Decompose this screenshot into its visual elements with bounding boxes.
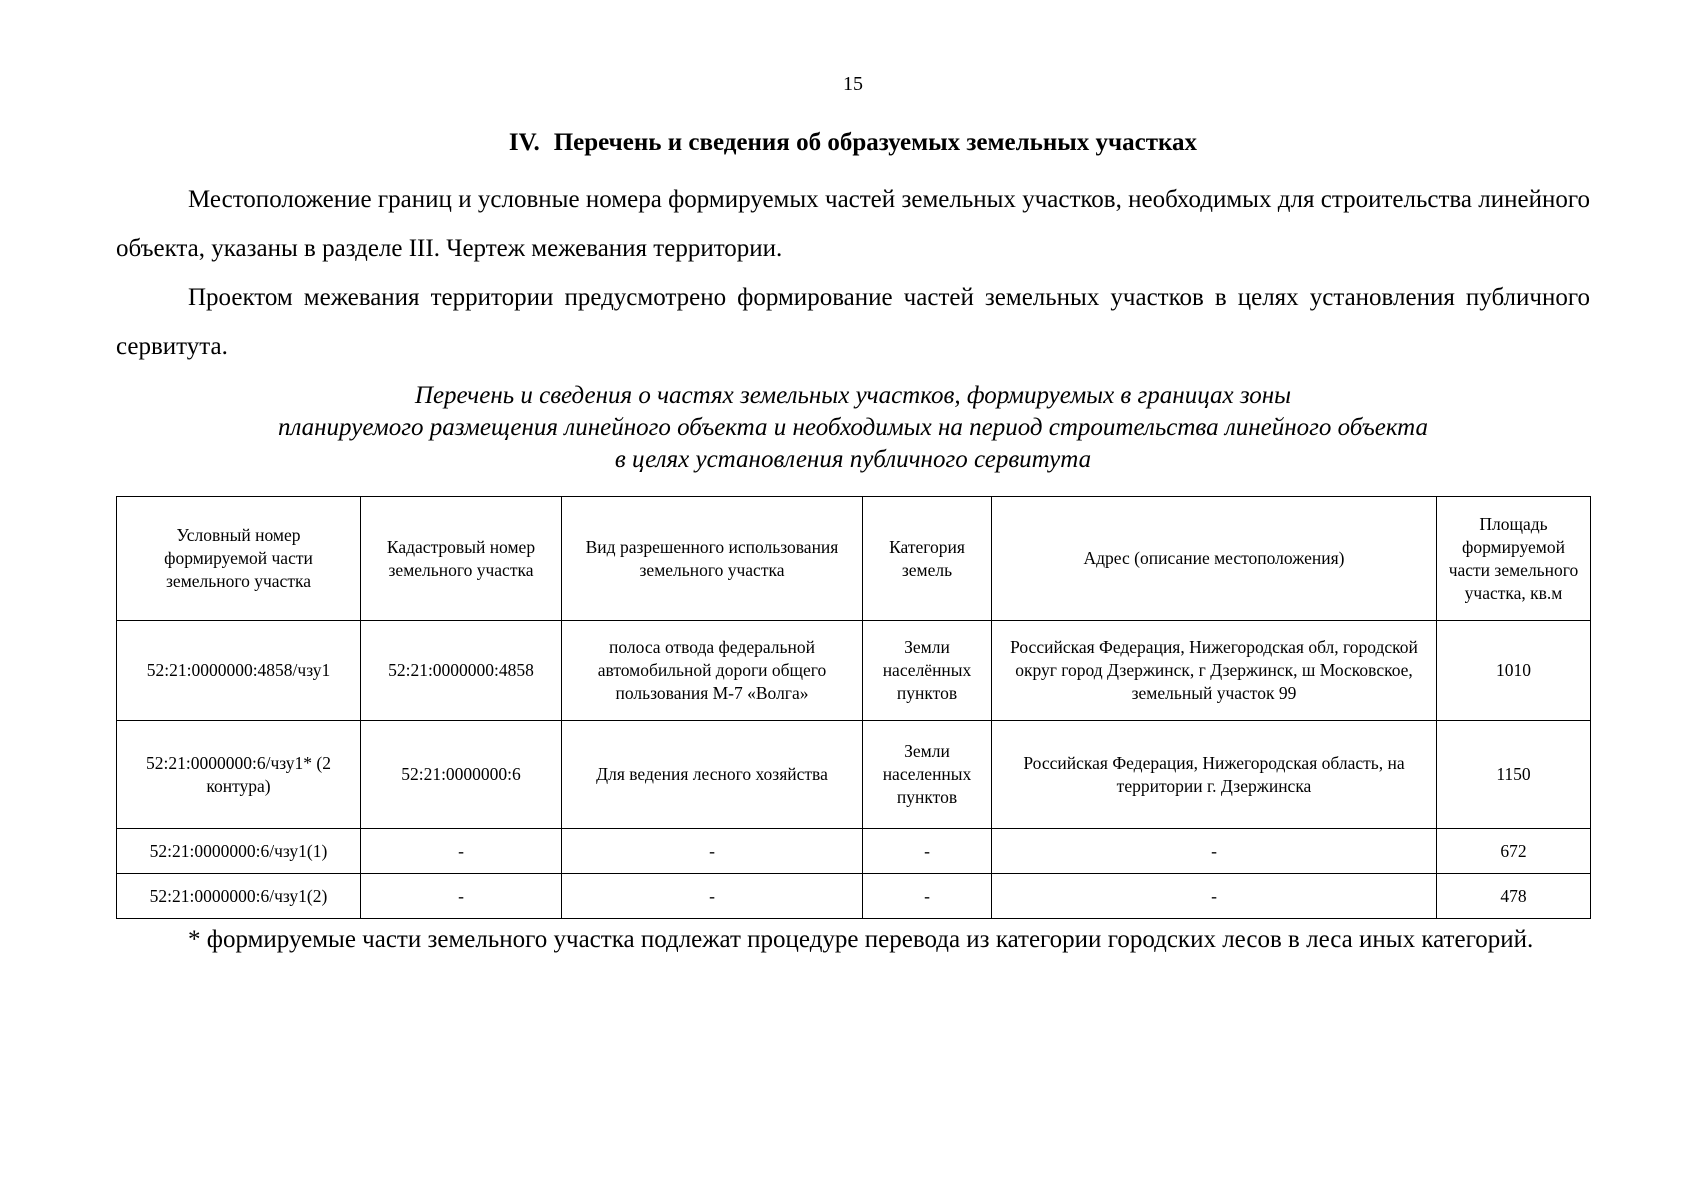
table-row: [117, 874, 1591, 919]
cell-conditional-number: 52:21:0000000:6/чзу1(2): [117, 874, 361, 919]
cell-conditional-number: 52:21:0000000:4858/чзу1: [117, 621, 361, 721]
cell-land-category: -: [863, 829, 992, 874]
cell-land-category: Земли населенных пунктов: [863, 721, 992, 829]
cell-area: 672: [1437, 829, 1591, 874]
header-conditional-number: Условный номер формируемой части земельного участка: [117, 497, 361, 621]
cell-land-category: -: [863, 874, 992, 919]
cell-cadastral-number: 52:21:0000000:4858: [361, 621, 562, 721]
table-caption-line: Перечень и сведения о частях земельных участков, формируемых в границах зоны: [414, 382, 1292, 409]
cell-conditional-number: 52:21:0000000:6/чзу1(1): [117, 829, 361, 874]
table-header-row: [117, 497, 1591, 621]
cell-cadastral-number: -: [361, 874, 562, 919]
section-title-text: Перечень и сведения об образуемых земельных участках: [553, 129, 1198, 156]
section-roman-numeral: IV.: [508, 129, 540, 156]
cell-address: -: [992, 874, 1437, 919]
cell-area: 1150: [1437, 721, 1591, 829]
cell-permitted-use: Для ведения лесного хозяйства: [562, 721, 863, 829]
parcels-table: [116, 496, 1591, 919]
header-address: Адрес (описание местоположения): [992, 497, 1437, 621]
cell-conditional-number: 52:21:0000000:6/чзу1* (2 контура): [117, 721, 361, 829]
table-row: [117, 829, 1591, 874]
cell-address: -: [992, 829, 1437, 874]
paragraph-servitude: Проектом межевания территории предусмотрено формирование частей земельных участков в целях установления публичного сервитута.: [116, 284, 1590, 360]
table-row: [117, 721, 1591, 829]
header-cadastral-number: Кадастровый номер земельного участка: [361, 497, 562, 621]
header-permitted-use: Вид разрешенного использования земельного участка: [562, 497, 863, 621]
table-row: [117, 621, 1591, 721]
cell-permitted-use: -: [562, 829, 863, 874]
cell-permitted-use: -: [562, 874, 863, 919]
cell-permitted-use: полоса отвода федеральной автомобильной дороги общего пользования М-7 «Волга»: [562, 621, 863, 721]
cell-cadastral-number: 52:21:0000000:6: [361, 721, 562, 829]
cell-cadastral-number: -: [361, 829, 562, 874]
section-title: [116, 127, 1590, 159]
cell-address: Российская Федерация, Нижегородская обл, городской округ город Дзержинск, г Дзержинск, ш Московское, земельный участок 99: [992, 621, 1437, 721]
cell-address: Российская Федерация, Нижегородская область, на территории г. Дзержинска: [992, 721, 1437, 829]
cell-area: 1010: [1437, 621, 1591, 721]
header-area: Площадь формируемой части земельного участка, кв.м: [1437, 497, 1591, 621]
cell-area: 478: [1437, 874, 1591, 919]
page-number: 15: [843, 73, 863, 95]
table-caption-line: в целях установления публичного сервитута: [614, 446, 1092, 473]
table-caption-line: планируемого размещения линейного объекта и необходимых на период строительства линейного объекта: [277, 414, 1429, 441]
header-land-category: Категория земель: [863, 497, 992, 621]
paragraph-boundaries: Местоположение границ и условные номера формируемых частей земельных участков, необходимых для строительства линейного объекта, указаны в разделе III. Чертеж межевания территории.: [116, 186, 1590, 262]
table-caption: [116, 380, 1590, 476]
table-footnote: * формируемые части земельного участка подлежат процедуре перевода из категории городских лесов в леса иных категорий.: [188, 926, 1534, 953]
document-page: [116, 0, 1590, 1200]
cell-land-category: Земли населённых пунктов: [863, 621, 992, 721]
